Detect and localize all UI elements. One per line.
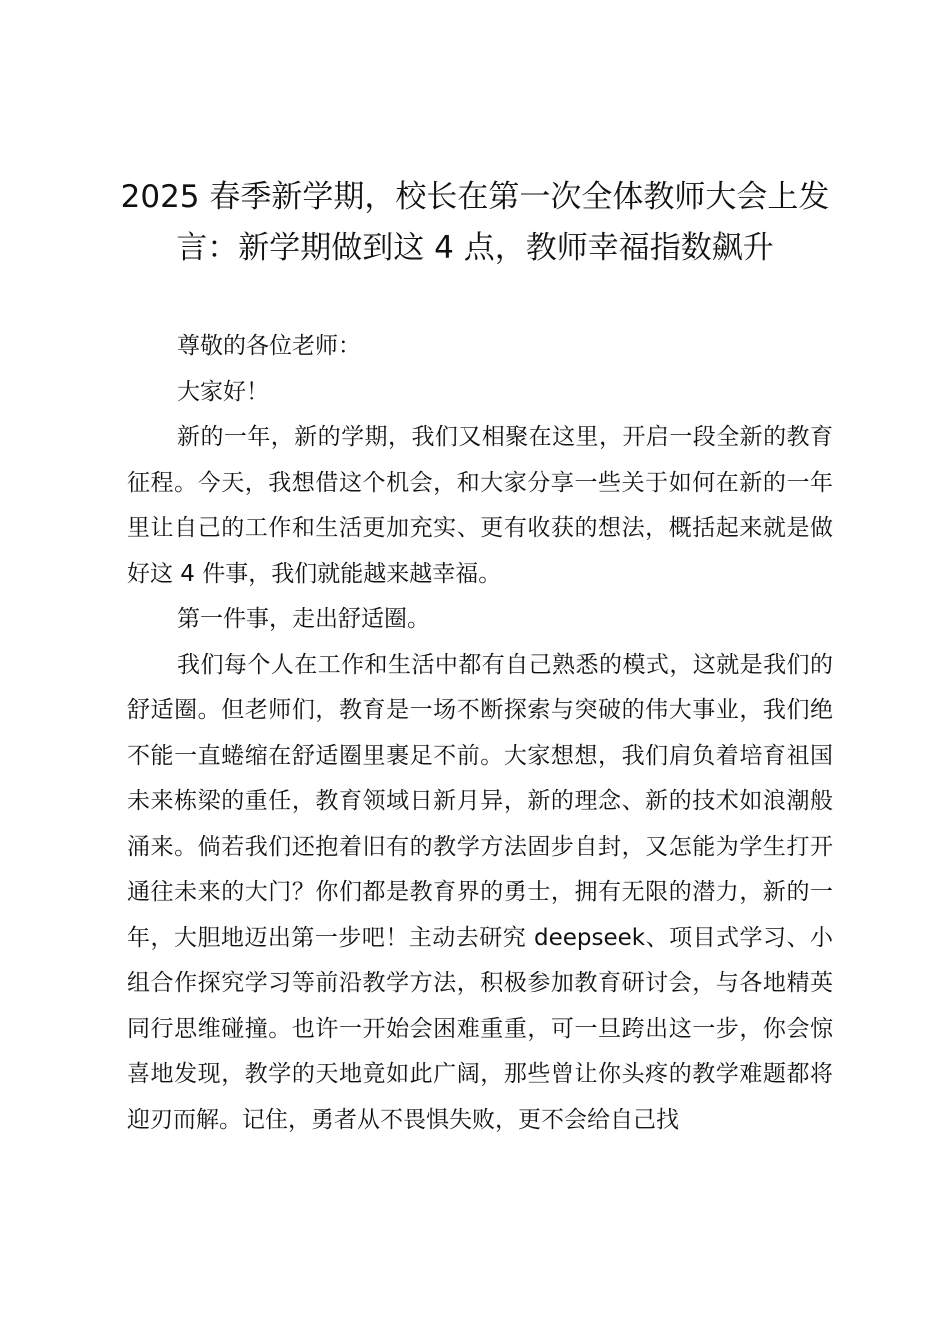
document-title: 2025 春季新学期，校长在第一次全体教师大会上发言：新学期做到这 4 点，教师幸福指数飙升: [120, 179, 830, 266]
comfort-zone-paragraph: 我们每个人在工作和生活中都有自己熟悉的模式，这就是我们的舒适圈。但老师们，教育是一场不断探索与突破的伟大事业，我们绝不能一直蜷缩在舒适圈里裹足不前。大家想想，我们肩负着培育祖国未来栋梁的重任，教育领域日新月异，新的理念、新的技术如浪潮般涌来。倘若我们还抱着旧有的教学方法固步自封，又怎能为学生打开通往未来的大门？你们都是教育界的勇士，拥有无限的潜力，新的一年，大胆地迈出第一步吧！主动去研究 deepseek、项目式学习、小组合作探究学习等前沿教学方法，积极参加教育研讨会，与各地精英同行思维碰撞。也许一开始会困难重重，可一旦跨出这一步，你会惊喜地发现，教学的天地竟如此广阔，那些曾让你头疼的教学难题都将迎刃而解。记住，勇者从不畏惧失败，更不会给自己找: [127, 651, 833, 1133]
section-heading-first-thing: 第一件事，走出舒适圈。: [177, 606, 430, 632]
salutation: 尊敬的各位老师：: [177, 333, 361, 359]
greeting: 大家好！: [177, 378, 269, 405]
document-body: [127, 324, 833, 1143]
intro-paragraph: 新的一年，新的学期，我们又相聚在这里，开启一段全新的教育征程。今天，我想借这个机会，和大家分享一些关于如何在新的一年里让自己的工作和生活更加充实、更有收获的想法，概括起来就是做好这 4 件事，我们就能越来越幸福。: [127, 424, 833, 587]
